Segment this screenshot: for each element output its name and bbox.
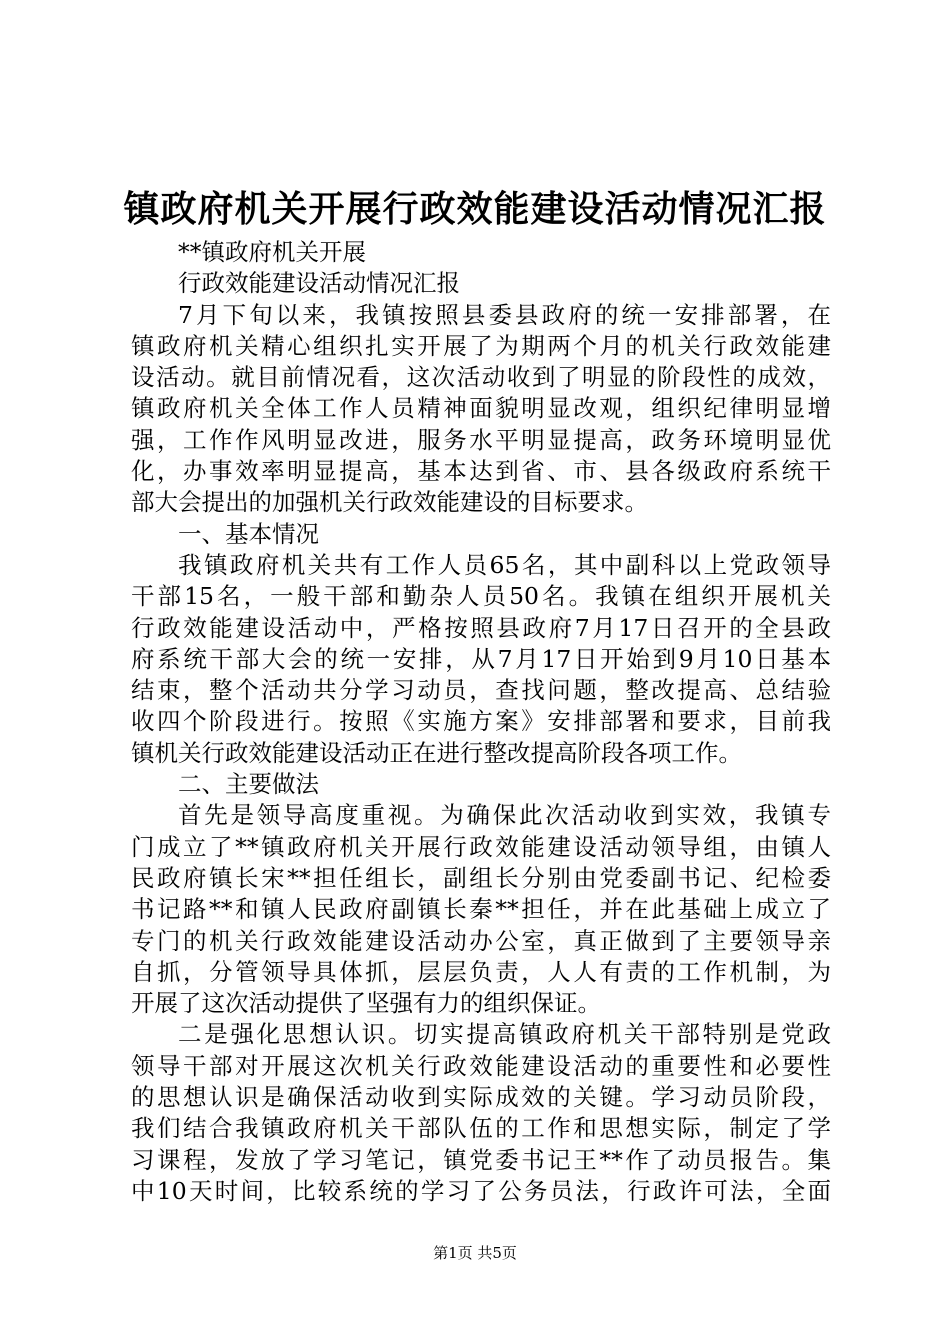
body-text-line: 门成立了**镇政府机关开展行政效能建设活动领导组，由镇人 bbox=[131, 832, 831, 861]
body-text-line: **镇政府机关开展 bbox=[178, 238, 366, 266]
body-text-line: 我镇政府机关共有工作人员65名，其中副科以上党政领导 bbox=[178, 550, 831, 579]
body-text-line: 行政效能建设活动中，严格按照县政府7月17日召开的全县政 bbox=[131, 613, 831, 642]
body-text-line: 首先是领导高度重视。为确保此次活动收到实效，我镇专 bbox=[178, 801, 831, 830]
body-text-line: 我们结合我镇政府机关干部队伍的工作和思想实际，制定了学 bbox=[131, 1114, 831, 1143]
body-text-line: 开展了这次活动提供了坚强有力的组织保证。 bbox=[131, 989, 601, 1018]
body-text-line: 民政府镇长宋**担任组长，副组长分别由党委副书记、纪检委 bbox=[131, 863, 831, 892]
body-text-line: 领导干部对开展这次机关行政效能建设活动的重要性和必要性 bbox=[131, 1051, 831, 1080]
body-text-line: 府系统干部大会的统一安排，从7月17日开始到9月10日基本 bbox=[131, 644, 831, 673]
body-text-line: 7月下旬以来，我镇按照县委县政府的统一安排部署，在 bbox=[178, 300, 831, 329]
document-body bbox=[131, 237, 831, 1207]
body-text-line: 中10天时间，比较系统的学习了公务员法，行政许可法，全面 bbox=[131, 1176, 831, 1205]
document-title: 镇政府机关开展行政效能建设活动情况汇报 bbox=[123, 188, 827, 230]
body-text-line: 二是强化思想认识。切实提高镇政府机关干部特别是党政 bbox=[178, 1020, 831, 1049]
body-text-line: 镇政府机关全体工作人员精神面貌明显改观，组织纪律明显增 bbox=[131, 394, 831, 423]
body-text-line: 书记路**和镇人民政府副镇长秦**担任，并在此基础上成立了 bbox=[131, 895, 831, 924]
body-text-line: 收四个阶段进行。按照《实施方案》安排部署和要求，目前我 bbox=[131, 707, 831, 736]
body-text-line: 强，工作作风明显改进，服务水平明显提高，政务环境明显优 bbox=[131, 425, 831, 454]
body-text-line: 干部15名，一般干部和勤杂人员50名。我镇在组织开展机关 bbox=[131, 582, 831, 611]
body-text-line: 专门的机关行政效能建设活动办公室，真正做到了主要领导亲 bbox=[131, 926, 831, 955]
body-text-line: 化，办事效率明显提高，基本达到省、市、县各级政府系统干 bbox=[131, 457, 831, 486]
body-text-line: 行政效能建设活动情况汇报 bbox=[178, 269, 460, 298]
page-footer: 第1页 共5页 bbox=[433, 1244, 517, 1262]
body-text-line: 镇政府机关精心组织扎实开展了为期两个月的机关行政效能建 bbox=[131, 331, 831, 360]
body-text-line: 结束，整个活动共分学习动员，查找问题，整改提高、总结验 bbox=[131, 676, 831, 705]
body-text-line: 习课程，发放了学习笔记，镇党委书记王**作了动员报告。集 bbox=[131, 1145, 831, 1174]
body-text-line: 设活动。就目前情况看，这次活动收到了明显的阶段性的成效， bbox=[131, 363, 831, 392]
body-text-line: 镇机关行政效能建设活动正在进行整改提高阶段各项工作。 bbox=[131, 738, 742, 767]
body-text-line: 的思想认识是确保活动收到实际成效的关键。学习动员阶段， bbox=[131, 1083, 831, 1112]
body-text-line: 部大会提出的加强机关行政效能建设的目标要求。 bbox=[131, 488, 648, 517]
body-text-line: 一、基本情况 bbox=[178, 519, 319, 548]
body-text-line: 自抓，分管领导具体抓，层层负责，人人有责的工作机制，为 bbox=[131, 957, 831, 986]
body-text-line: 二、主要做法 bbox=[178, 770, 319, 799]
